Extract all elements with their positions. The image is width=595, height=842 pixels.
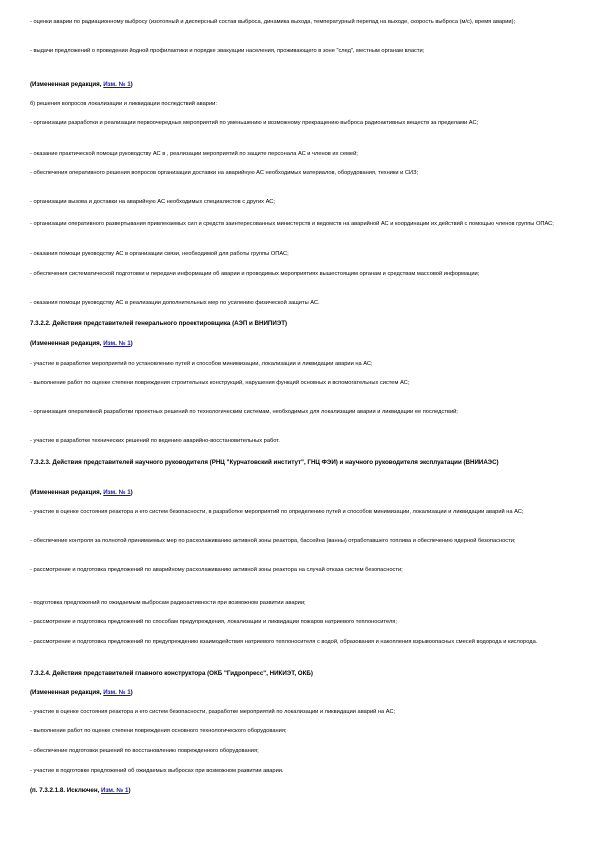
- amendment-link[interactable]: Изм. № 1: [103, 689, 131, 696]
- edition-prefix: (п. 7.3.2.1.8. Исключен,: [30, 787, 102, 794]
- paragraph: [30, 597, 562, 609]
- edition-note: [30, 687, 562, 699]
- edition-note: [30, 785, 562, 797]
- paragraph-text: - участие в подготовке предложений об ожидаемых выбросах при возможном развитии аварии.: [30, 768, 284, 774]
- paragraph: [30, 167, 562, 179]
- paragraph: [30, 117, 562, 129]
- paragraph-text: - обеспечения систематической подготовки и передачи информации об аварии и проводимых мероприятиях вышестоящим органам и средствам массовой информации;: [30, 271, 480, 277]
- paragraph-text: - оказание практической помощи руководству АС в , реализации мероприятий по защите персонала АС и членов их семей;: [30, 151, 358, 157]
- paragraph: [30, 148, 562, 160]
- edition-prefix: (Измененная редакция,: [30, 340, 104, 347]
- paragraph: [30, 725, 562, 737]
- paragraph-text: - организации вызова и доставки на аварийную АС необходимых специалистов с других АС;: [30, 199, 275, 205]
- section-heading: [30, 318, 562, 330]
- paragraph: [30, 616, 562, 628]
- paragraph-text: - рассмотрение и подготовка предложений по аварийному расхолаживанию активной зоны реактора на случай отказа систем безопасности;: [30, 567, 403, 573]
- section-heading: [30, 668, 562, 680]
- paragraph: [30, 564, 562, 576]
- paragraph: [30, 435, 562, 447]
- paragraph: [30, 297, 562, 309]
- edition-note: [30, 79, 562, 91]
- amendment-link[interactable]: Изм. № 1: [103, 340, 131, 347]
- paragraph: [30, 535, 562, 547]
- paragraph: [30, 45, 562, 57]
- paragraph: [30, 16, 562, 28]
- edition-note: [30, 487, 562, 499]
- paragraph: [30, 218, 562, 230]
- paragraph: [30, 706, 562, 718]
- paragraph-text: - участие в разработке мероприятий по установлению путей и способов минимизации, локализации и ликвидации аварии на АС;: [30, 361, 373, 367]
- paragraph-text: - выполнение работ по оценке степени повреждения основного технологического оборудования;: [30, 728, 287, 734]
- edition-prefix: (Измененная редакция,: [30, 81, 104, 88]
- paragraph-text: - подготовка предложений по ожидаемым выбросам радиоактивности при возможном развитии аварии;: [30, 600, 306, 606]
- paragraph-text: - обеспечение контроля за полнотой принимаемых мер по расхолаживанию активной зоны реактора, бассейна (ванны) отработавшего топлива и обеспечению ядерной безопасности;: [30, 538, 516, 544]
- amendment-link[interactable]: Изм. № 1: [101, 787, 129, 794]
- edition-note: [30, 338, 562, 350]
- amendment-link[interactable]: Изм. № 1: [103, 489, 131, 496]
- paragraph: [30, 765, 562, 777]
- paragraph: [30, 248, 562, 260]
- paragraph-text: - оценки аварии по радиационному выбросу (изотопный и дисперсный состав выброса, динамика выхода, температурный перепад на выходе, скорость выброса (м/с), время аварии);: [30, 19, 516, 25]
- paragraph: [30, 506, 562, 518]
- paragraph-text: - выдачи предложений о проведении йодной профилактики и порядке эвакуации населения, проживающего в зоне "след", местным органам власти;: [30, 48, 425, 54]
- section-heading: [30, 457, 562, 469]
- edition-prefix: (Измененная редакция,: [30, 689, 104, 696]
- edition-suffix: ): [128, 787, 131, 794]
- paragraph: [30, 406, 562, 418]
- paragraph-text: - организации оперативного развертывания привлекаемых сил и средств заинтересованных министерств и ведомств на аварийной АС и координации их действий с помощью членов группы ОПАС;: [30, 221, 554, 227]
- edition-prefix: (Измененная редакция,: [30, 489, 104, 496]
- heading-text: 7.3.2.4. Действия представителей главного конструктора (ОКБ "Гидропресс", НИКИЭТ, ОКБ): [30, 670, 313, 677]
- paragraph-text: - рассмотрение и подготовка предложений по предупреждению взаимодействия натриевого теплоносителя с водой, образования и накопления взрывоопасных смесей водорода и кислорода.: [30, 639, 538, 645]
- paragraph: [30, 196, 562, 208]
- edition-suffix: ): [130, 689, 133, 696]
- paragraph-text: - участие в оценке состояния реактора и его систем безопасности, в разработке мероприятий по определению путей и способов минимизации, локализации и ликвидации аварий на АС;: [30, 509, 524, 515]
- edition-suffix: ): [130, 81, 133, 88]
- heading-text: 7.3.2.2. Действия представителей генерального проектировщика (АЭП и ВНИПИЭТ): [30, 320, 288, 327]
- paragraph: [30, 745, 562, 757]
- heading-text: 7.3.2.3. Действия представителей научного руководителя (РНЦ "Курчатовский институт", ГНЦ ФЭИ) и научного руководителя эксплуатации (ВНИИАЭС): [30, 459, 499, 466]
- paragraph: [30, 377, 562, 389]
- paragraph-text: - оказания помощи руководству АС в реализации дополнительных мер по усилению физической защиты АС.: [30, 300, 320, 306]
- paragraph-text: б) решения вопросов локализации и ликвидации последствий аварии:: [30, 101, 217, 107]
- paragraph-text: - организация оперативной разработки проектных решений по технологическим системам, необходимых для локализации аварии и ликвидации ее последствий;: [30, 409, 458, 415]
- paragraph-text: - участие в разработке технических решений по ведению аварийно-восстановительных работ.: [30, 438, 280, 444]
- paragraph-text: - рассмотрение и подготовка предложений по способам предупреждения, локализации и ликвидации пожаров натриевого теплоносителя;: [30, 619, 397, 625]
- paragraph: [30, 98, 562, 110]
- paragraph-text: - обеспечение подготовки решений по восстановлению поврежденного оборудования;: [30, 748, 259, 754]
- paragraph-text: - обеспечения оперативного решения вопросов организации доставки на аварийную АС необходимых материалов, оборудования, техники и СИЗ;: [30, 170, 419, 176]
- paragraph: [30, 636, 562, 648]
- edition-suffix: ): [130, 489, 133, 496]
- paragraph-text: - оказания помощи руководству АС в организации связи, необходимой для работы группы ОПАС;: [30, 251, 289, 257]
- paragraph: [30, 268, 562, 280]
- amendment-link[interactable]: Изм. № 1: [103, 81, 131, 88]
- paragraph-text: - выполнение работ по оценке степени повреждения строительных конструкций, нарушения функций основных и вспомогательных систем АС;: [30, 380, 410, 386]
- paragraph-text: - организации разработки и реализации первоочередных мероприятий по уменьшению и возможному прекращению выброса радиоактивных веществ за пределами АС;: [30, 120, 479, 126]
- paragraph: [30, 358, 562, 370]
- edition-suffix: ): [130, 340, 133, 347]
- paragraph-text: - участие в оценке состояния реактора и его систем безопасности, разработке мероприятий по локализации и ликвидации аварий на АС;: [30, 709, 396, 715]
